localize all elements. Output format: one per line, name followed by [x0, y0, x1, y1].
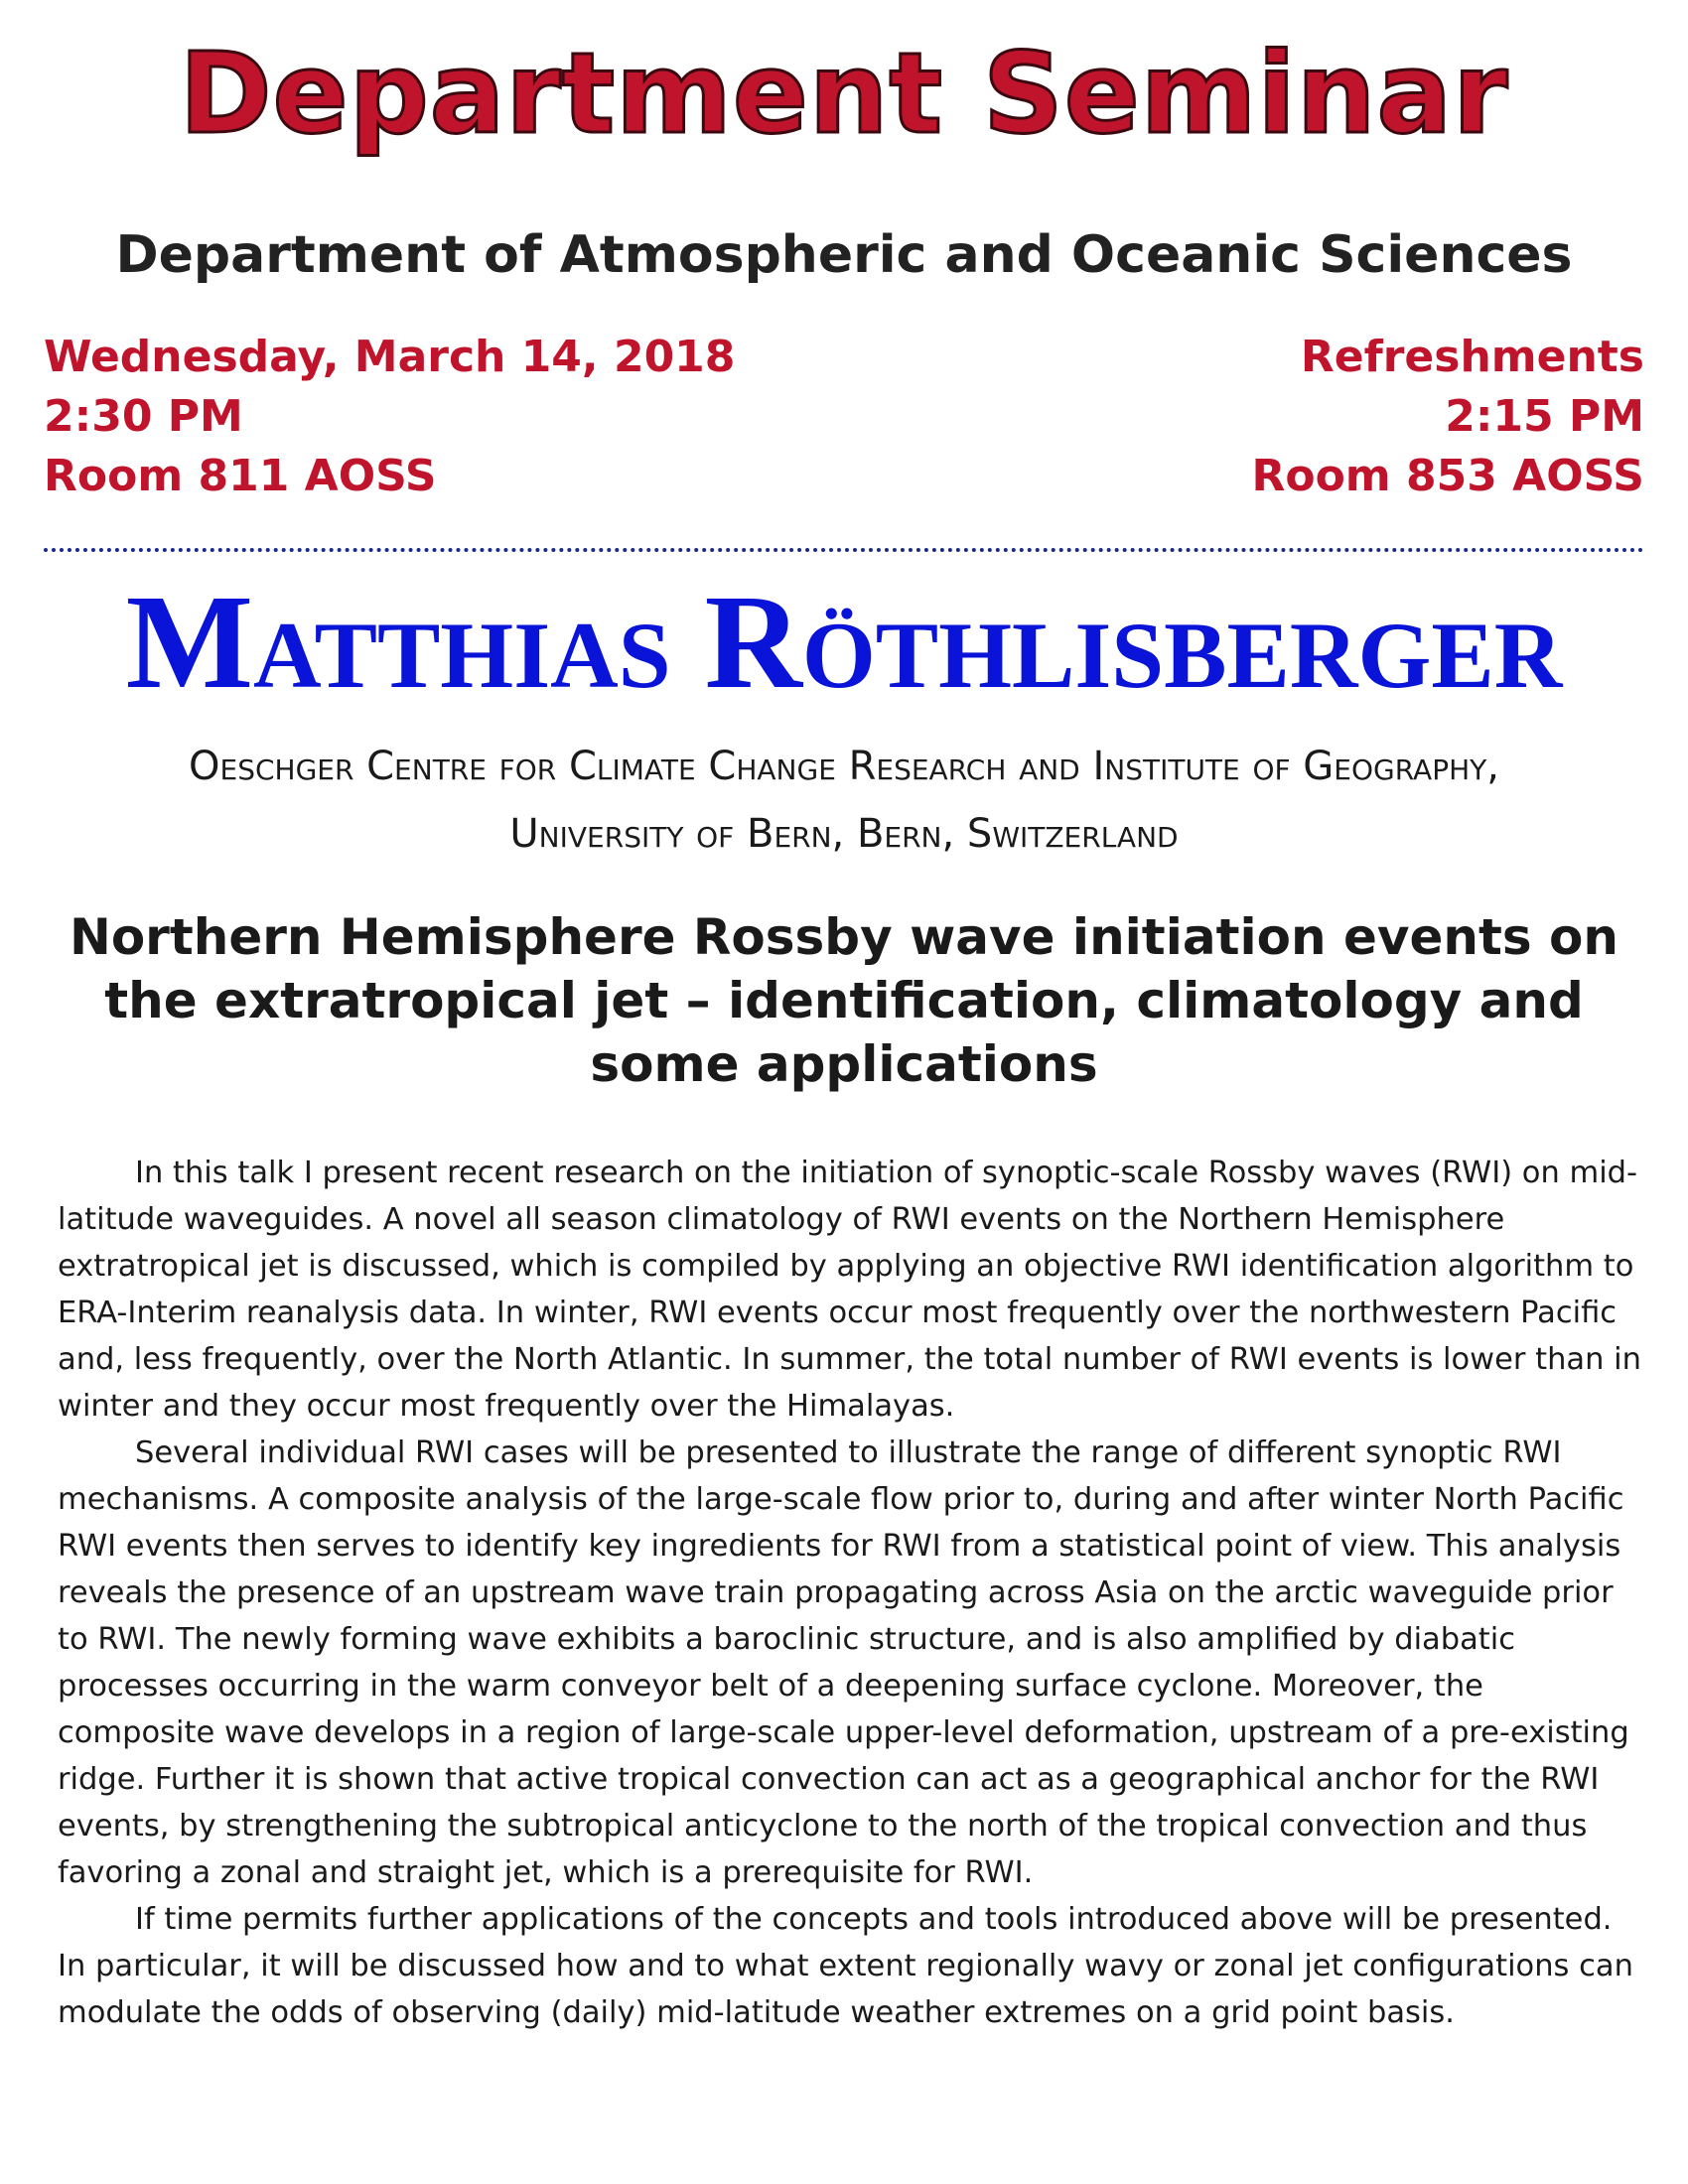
abstract-paragraph: If time permits further applications of the concepts and tools introduced above will be presented. In particular, it will be discussed how and to what extent regionally wavy or zonal jet configurations can modulate the odds of observing (daily) mid-latitude weather extremes on a grid point basis. [58, 1902, 1633, 2030]
refreshments-time: 2:15 PM [1445, 391, 1644, 442]
speaker-affiliation [0, 733, 1688, 868]
event-details [44, 328, 735, 506]
event-room: Room 811 AOSS [44, 451, 437, 501]
seminar-banner-title: Department Seminar [179, 30, 1509, 159]
dotted-divider [44, 548, 1644, 552]
department-name: Department of Atmospheric and Oceanic Sciences [115, 225, 1573, 285]
speaker-name: Matthias Röthlisberger [125, 568, 1563, 717]
affiliation-line-2: University of Bern, Bern, Switzerland [509, 811, 1179, 857]
affiliation-line-1: Oeschger Centre for Climate Change Research and Institute of Geography, [189, 744, 1499, 789]
talk-title: Northern Hemisphere Rossby wave initiation events on the extratropical jet – identification, climatology and some applications [69, 908, 1619, 1093]
abstract-paragraph: In this talk I present recent research on the initiation of synoptic-scale Rossby waves (RWI) on mid-latitude waveguides. A novel all season climatology of RWI events on the Northern Hemisphere extratropical jet is discussed, which is compiled by applying an objective RWI identification algorithm to ERA-Interim reanalysis data. In winter, RWI events occur most frequently over the northwestern Pacific and, less frequently, over the North Atlantic. In summer, the total number of RWI events is lower than in winter and they occur most frequently over the Himalayas. [58, 1156, 1641, 1424]
refreshments-room: Room 853 AOSS [1251, 451, 1644, 501]
refreshments-details [1251, 328, 1644, 506]
abstract-paragraph: Several individual RWI cases will be presented to illustrate the range of different synoptic RWI mechanisms. A composite analysis of the large-scale flow prior to, during and after winter North Pacific RWI events then serves to identify key ingredients for RWI from a statistical point of view. This analysis reveals the presence of an upstream wave train propagating across Asia on the arctic waveguide prior to RWI. The newly forming wave exhibits a baroclinic structure, and is also amplified by diabatic processes occurring in the warm conveyor belt of a deepening surface cyclone. Moreover, the composite wave develops in a region of large-scale upper-level deformation, upstream of a pre-existing ridge. Further it is shown that active tropical convection can act as a geographical anchor for the RWI events, by strengthening the subtropical anticyclone to the north of the tropical convection and thus favoring a zonal and straight jet, which is a prerequisite for RWI. [58, 1435, 1629, 1890]
event-date: Wednesday, March 14, 2018 [44, 332, 736, 382]
refreshments-label: Refreshments [1300, 332, 1644, 382]
event-time: 2:30 PM [44, 391, 243, 442]
abstract [58, 1150, 1646, 2036]
